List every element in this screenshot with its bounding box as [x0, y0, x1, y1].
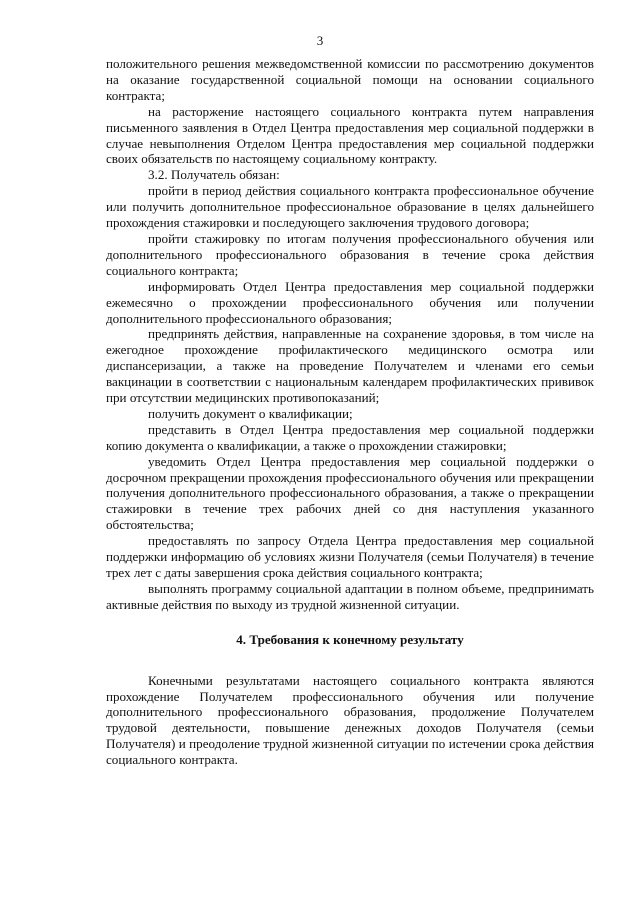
obligation-qualification-document: получить документ о квалификации; [148, 405, 353, 421]
obligation-provide-information: предоставлять по запросу Отдела Центра предоставления мер социальной поддержки информацию об условиях жизни Получателя (семьи Получателя) в течение трех лет с даты завершения срока действия социального контракта; [106, 533, 594, 580]
section-4-heading: 4. Требования к конечному результату [236, 631, 464, 647]
document-body [106, 56, 594, 768]
clause-3-2-heading: 3.2. Получатель обязан: [148, 167, 280, 183]
obligation-notify-termination: уведомить Отдел Центра предоставления мер социальной поддержки о досрочном прекращении прохождения профессионального обучения или прекращении получения дополнительного профессионального образования, а также о прекращении стажировки в течение трех рабочих дней со дня наступления указанного обстоятельства; [106, 453, 594, 533]
obligation-internship: пройти стажировку по итогам получения профессионального обучения или дополнительного профессионального образования в течение срока действия социального контракта; [106, 230, 594, 278]
obligation-inform-monthly: информировать Отдел Центра предоставления мер социальной поддержки ежемесячно о прохождении профессионального обучения или получении дополнительного профессионального образования; [106, 278, 594, 326]
obligation-submit-copy: представить в Отдел Центра предоставления мер социальной поддержки копию документа о квалификации, а также о прохождении стажировки; [106, 421, 594, 453]
section-4-paragraph: Конечными результатами настоящего социального контракта являются прохождение Получателем профессионального обучения или получение дополнительного профессионального образования, продолжение Получателем трудовой деятельности, повышение денежных доходов Получателя (семьи Получателя) и преодоление трудной жизненной ситуации по истечении срока действия социального контракта. [106, 672, 594, 768]
paragraph-termination-right: на расторжение настоящего социального контракта путем направления письменного заявления в Отдел Центра предоставления мер социальной поддержки в случае невыполнения Отделом Центра предоставления мер социальной поддержки своих обязательств по настоящему социальному контракту. [106, 103, 594, 167]
page-number: 3 [316, 33, 324, 48]
obligation-adaptation-program: выполнять программу социальной адаптации в полном объеме, предпринимать активные действия по выходу из трудной жизненной ситуации. [106, 580, 594, 612]
paragraph-continuation: положительного решения межведомственной комиссии по рассмотрению документов на оказание государственной социальной помощи на основании социального контракта; [106, 56, 594, 103]
obligation-health: предпринять действия, направленные на сохранение здоровья, в том числе на ежегодное прохождение профилактического медицинского осмотра или диспансеризации, а также на проведение Получателем и членами его семьи вакцинации в соответствии с национальным календарем профилактических прививок при отсутствии медицинских противопоказаний; [106, 326, 594, 406]
obligation-training: пройти в период действия социального контракта профессиональное обучение или получить дополнительное профессиональное образование в целях дальнейшего прохождения стажировки и последующего заключения трудового договора; [106, 183, 594, 231]
